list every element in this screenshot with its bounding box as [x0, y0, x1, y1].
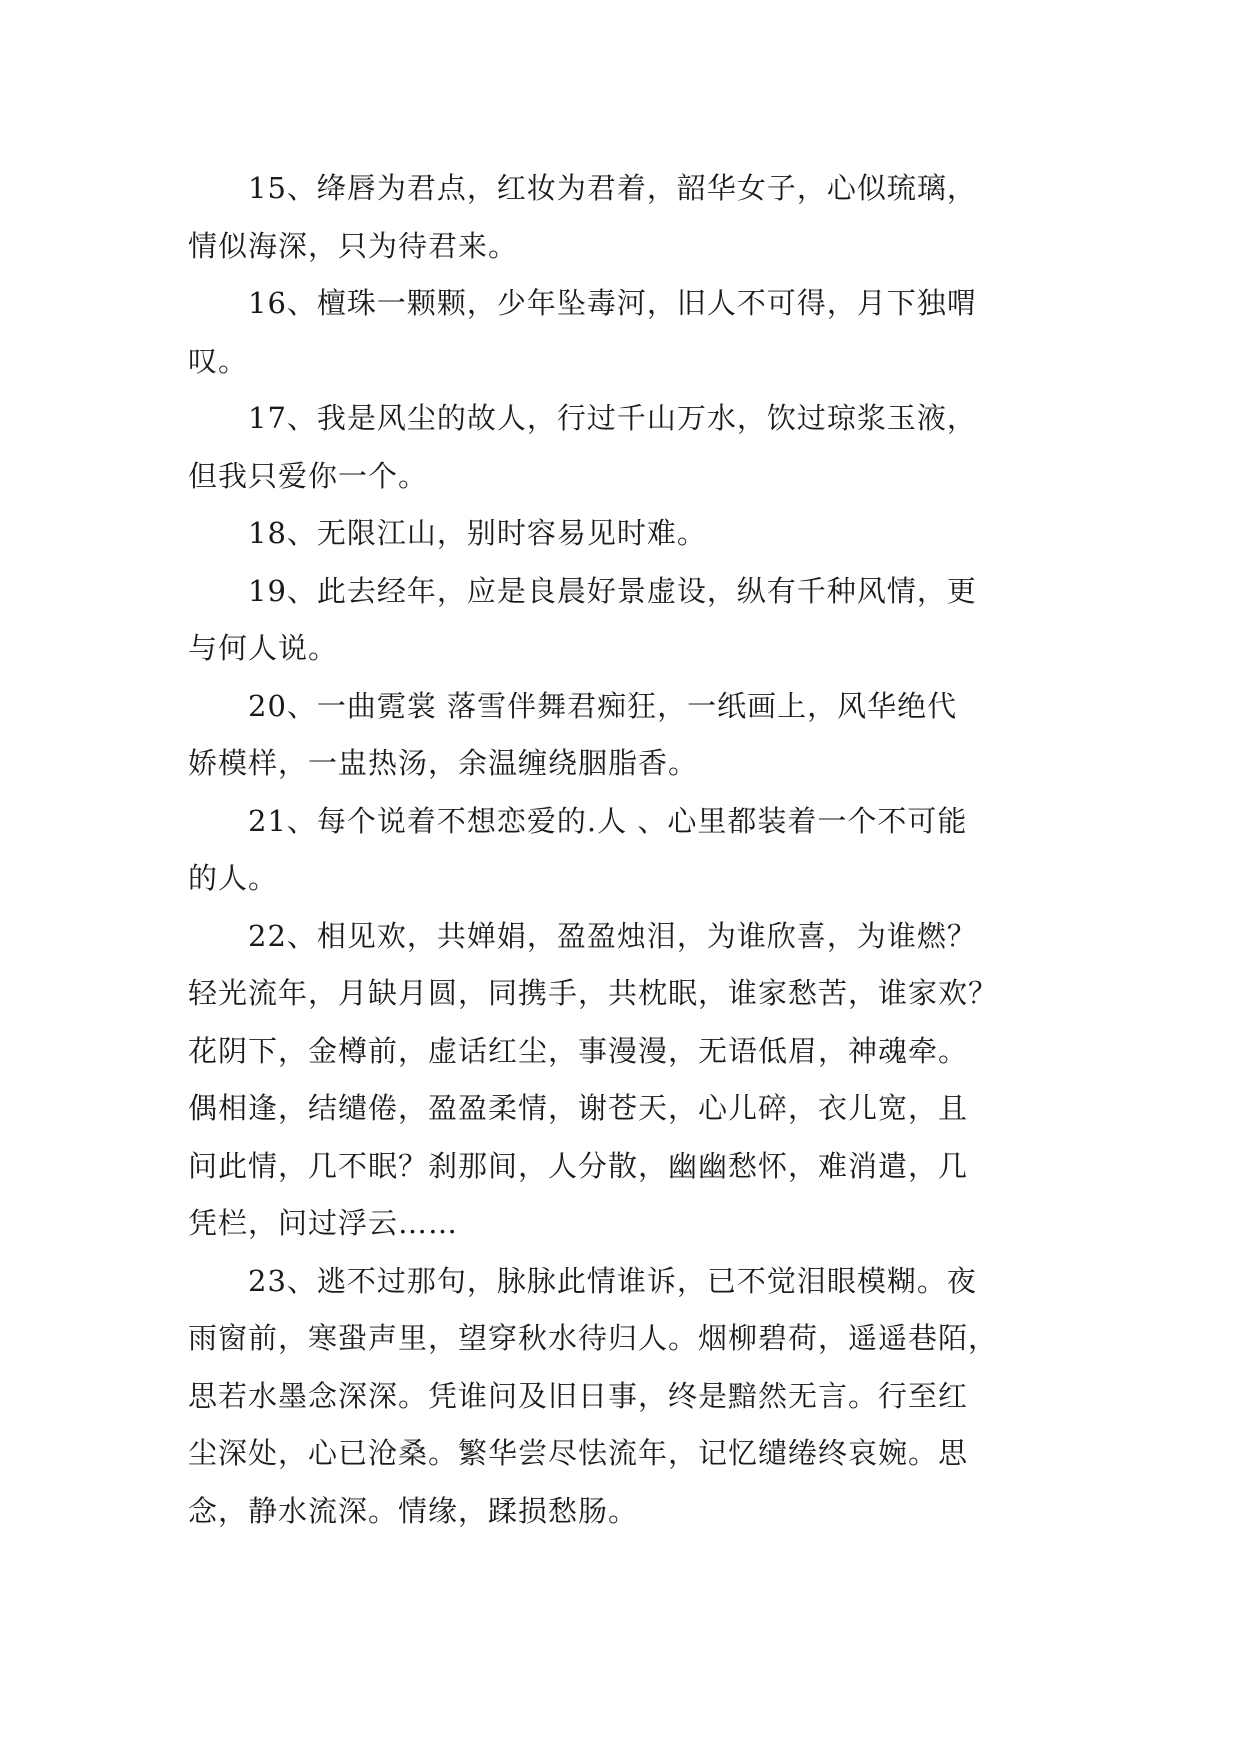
paragraph-line: 19、此去经年，应是良晨好景虚设，纵有千种风情，更	[248, 573, 977, 608]
paragraph-16	[188, 275, 1068, 390]
paragraph-line: 与何人说。	[188, 631, 339, 665]
paragraph-line: 念，静水流深。情缘，蹂损愁肠。	[188, 1493, 639, 1528]
paragraph-line: 的人。	[188, 861, 279, 895]
paragraph-15	[188, 160, 1068, 275]
paragraph-18	[188, 505, 1068, 563]
paragraph-line: 22、相见欢，共婵娟，盈盈烛泪，为谁欣喜，为谁燃？	[248, 918, 977, 953]
paragraph-line: 17、我是风尘的故人，行过千山万水，饮过琼浆玉液，	[248, 401, 977, 435]
paragraph-line: 但我只爱你一个。	[188, 458, 429, 493]
paragraph-line: 花阴下，金樽前，虚话红尘，事漫漫，无语低眉，神魂牵。	[188, 1033, 969, 1068]
paragraph-line: 情似海深，只为待君来。	[188, 228, 519, 263]
document-page	[188, 160, 1068, 1540]
paragraph-line: 15、绛唇为君点，红妆为君着，韶华女子，心似琉璃，	[248, 171, 977, 205]
paragraph-line: 叹。	[188, 343, 249, 378]
paragraph-line: 23、逃不过那句，脉脉此情谁诉，已不觉泪眼模糊。夜	[248, 1263, 977, 1298]
paragraph-line: 16、檀珠一颗颗，少年坠毒河，旧人不可得，月下独喟	[248, 286, 977, 320]
paragraph-line: 凭栏，问过浮云……	[188, 1206, 459, 1240]
paragraph-line: 21、每个说着不想恋爱的.人 、心里都装着一个不可能	[248, 803, 968, 838]
paragraph-line: 轻光流年，月缺月圆，同携手，共枕眠，谁家愁苦，谁家欢？	[188, 976, 999, 1010]
paragraph-line: 思若水墨念深深。凭谁问及旧日事，终是黯然无言。行至红	[188, 1378, 969, 1413]
paragraph-line: 20、一曲霓裳 落雪伴舞君痴狂，一纸画上，风华绝代	[248, 688, 958, 723]
paragraph-21	[188, 793, 1068, 908]
paragraph-19	[188, 563, 1068, 678]
paragraph-line: 娇模样，一盅热汤，余温缠绕胭脂香。	[188, 746, 699, 780]
paragraph-20	[188, 678, 1068, 793]
paragraph-23	[188, 1253, 1068, 1541]
paragraph-line: 偶相逢，结缱倦，盈盈柔情，谢苍天，心儿碎，衣儿宽，且	[188, 1091, 969, 1125]
paragraph-line: 尘深处，心已沧桑。繁华尝尽怯流年，记忆缱绻终哀婉。思	[188, 1436, 969, 1470]
paragraph-line: 问此情，几不眠？刹那间，人分散，幽幽愁怀，难消遣，几	[188, 1148, 969, 1183]
paragraph-22	[188, 908, 1068, 1253]
paragraph-line: 18、无限江山，别时容易见时难。	[248, 516, 707, 550]
paragraph-17	[188, 390, 1068, 505]
paragraph-line: 雨窗前，寒蛩声里，望穿秋水待归人。烟柳碧荷，遥遥巷陌，	[188, 1321, 999, 1355]
